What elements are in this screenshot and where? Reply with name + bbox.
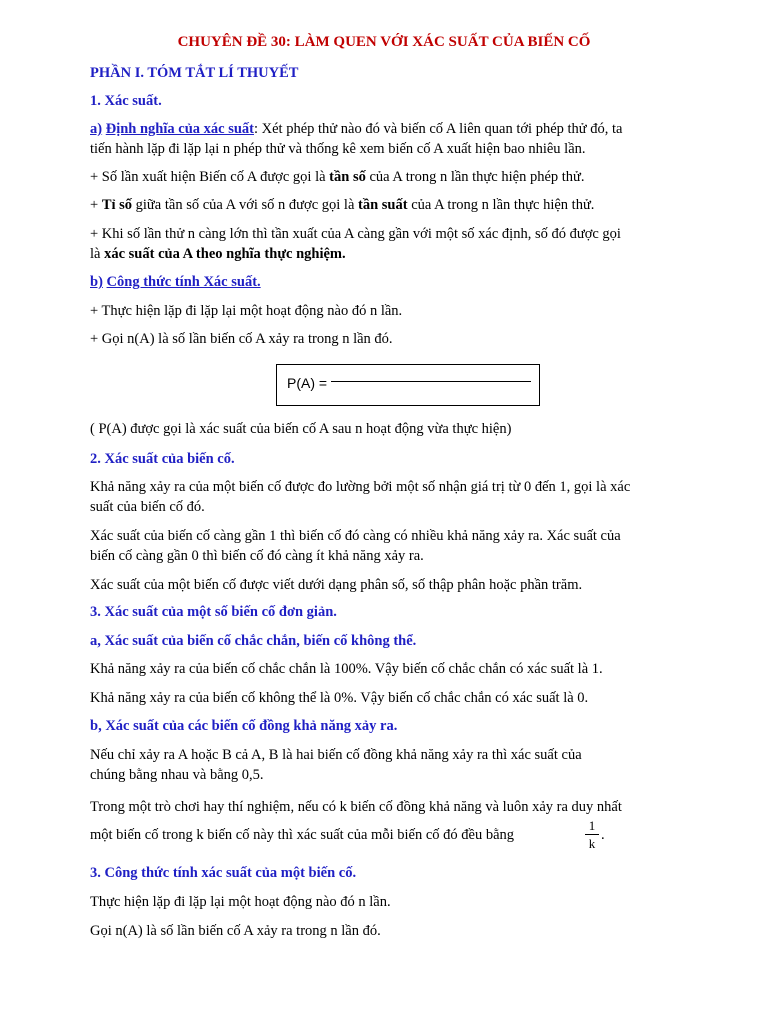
definition-line-2: tiến hành lặp đi lặp lại n phép thử và thống kê xem biến cố A xuất hiện bao nhiêu lần. <box>90 141 586 157</box>
bold-term: tần số <box>329 169 366 185</box>
s2-p2-line-2: biến cố càng gần 0 thì biến cố đó càng ít khả năng xảy ra. <box>90 548 424 564</box>
formula-box <box>276 364 540 406</box>
section-2-heading: 2. Xác suất của biến cố. <box>90 451 235 467</box>
definition-term: Định nghĩa của xác suất <box>105 121 254 137</box>
frequency-line <box>90 168 585 186</box>
formula-term: Công thức tính Xác suất. <box>106 274 261 290</box>
bold-term: Tỉ số <box>101 197 133 213</box>
fraction-numerator: 1 <box>588 818 596 833</box>
section-4-heading: 3. Công thức tính xác suất của một biến cố. <box>90 865 357 881</box>
ratio-line <box>90 196 594 214</box>
s2-p1-line-2: suất của biến cố đó. <box>90 499 205 515</box>
section-3-heading: 3. Xác suất của một số biến cố đơn giản. <box>90 604 337 620</box>
s2-p1-line-1: Khả năng xảy ra của một biến cố được đo lường bởi một số nhận giá trị từ 0 đến 1, gọi là xác <box>90 479 631 495</box>
s3-b-line-1: Nếu chỉ xảy ra A hoặc B cả A, B là hai biến cố đồng khả năng xảy ra thì xác suất của <box>90 747 582 763</box>
fraction-line <box>585 834 599 835</box>
s3-a-heading: a, Xác suất của biến cố chắc chắn, biến cố không thể. <box>90 633 417 649</box>
s3-b-line-4: một biến cố trong k biến cố này thì xác suất của mỗi biến cố đó đều bằng <box>90 827 515 843</box>
text: + <box>90 197 102 213</box>
formula-label: P(A) = <box>287 375 328 391</box>
definition-line-1 <box>90 120 622 138</box>
s4-line-1: Thực hiện lặp đi lặp lại một hoạt động nào đó n lần. <box>90 894 391 910</box>
s3-b-line-3: Trong một trò chơi hay thí nghiệm, nếu có k biến cố đồng khả năng và luôn xảy ra duy nhất <box>90 799 622 815</box>
formula-heading <box>90 273 261 291</box>
section-1-heading: 1. Xác suất. <box>90 93 162 109</box>
part-heading: PHẦN I. TÓM TẮT LÍ THUYẾT <box>90 65 299 81</box>
fraction-denominator: k <box>588 836 596 851</box>
s3-a-line-2: Khả năng xảy ra của biến cố không thể là 0%. Vậy biến cố chắc chắn có xác suất là 0. <box>90 690 589 706</box>
formula-note: ( P(A) được gọi là xác suất của biến cố A sau n hoạt động vừa thực hiện) <box>90 421 512 437</box>
fraction-period: . <box>601 827 605 843</box>
limit-line-2 <box>90 245 346 263</box>
text: của A trong n lần thực hiện phép thử. <box>365 169 585 185</box>
text: giữa tần số của A với số n được gọi là <box>132 197 358 213</box>
text: là <box>90 246 105 262</box>
document-title: CHUYÊN ĐỀ 30: LÀM QUEN VỚI XÁC SUẤT CỦA BIẾN CỐ <box>177 34 591 50</box>
s3-a-line-1: Khả năng xảy ra của biến cố chắc chắn là 100%. Vậy biến cố chắc chắn có xác suất là 1. <box>90 661 603 677</box>
fraction-bar <box>331 381 531 382</box>
bold-term: xác suất của A theo nghĩa thực nghiệm. <box>104 246 346 262</box>
limit-line-1: + Khi số lần thử n càng lớn thì tần xuất của A càng gần với một số xác định, số đó được gọi <box>90 226 621 242</box>
definition-text: : Xét phép thử nào đó và biến cố A liên quan tới phép thử đó, ta <box>253 121 623 137</box>
text: + Số lần xuất hiện Biến cố A được gọi là <box>90 169 330 185</box>
s3-b-line-2: chúng bằng nhau và bằng 0,5. <box>90 767 264 783</box>
s2-p2-line-1: Xác suất của biến cố càng gần 1 thì biến cố đó càng có nhiều khả năng xảy ra. Xác suất của <box>90 528 621 544</box>
s4-line-2: Gọi n(A) là số lần biến cố A xảy ra trong n lần đó. <box>90 923 381 939</box>
item-a-label: a) <box>90 121 103 137</box>
fraction-one-over-k <box>585 818 599 851</box>
s2-p3: Xác suất của một biến cố được viết dưới dạng phân số, số thập phân hoặc phần trăm. <box>90 577 583 593</box>
item-b-label: b) <box>90 274 103 290</box>
formula-line-1: + Thực hiện lặp đi lặp lại một hoạt động nào đó n lần. <box>90 303 403 319</box>
bold-term: tần suất <box>358 197 408 213</box>
s3-b-heading: b, Xác suất của các biến cố đồng khả năng xảy ra. <box>90 718 398 734</box>
formula-line-2: + Gọi n(A) là số lần biến cố A xảy ra trong n lần đó. <box>90 331 393 347</box>
text: của A trong n lần thực hiện thử. <box>407 197 595 213</box>
